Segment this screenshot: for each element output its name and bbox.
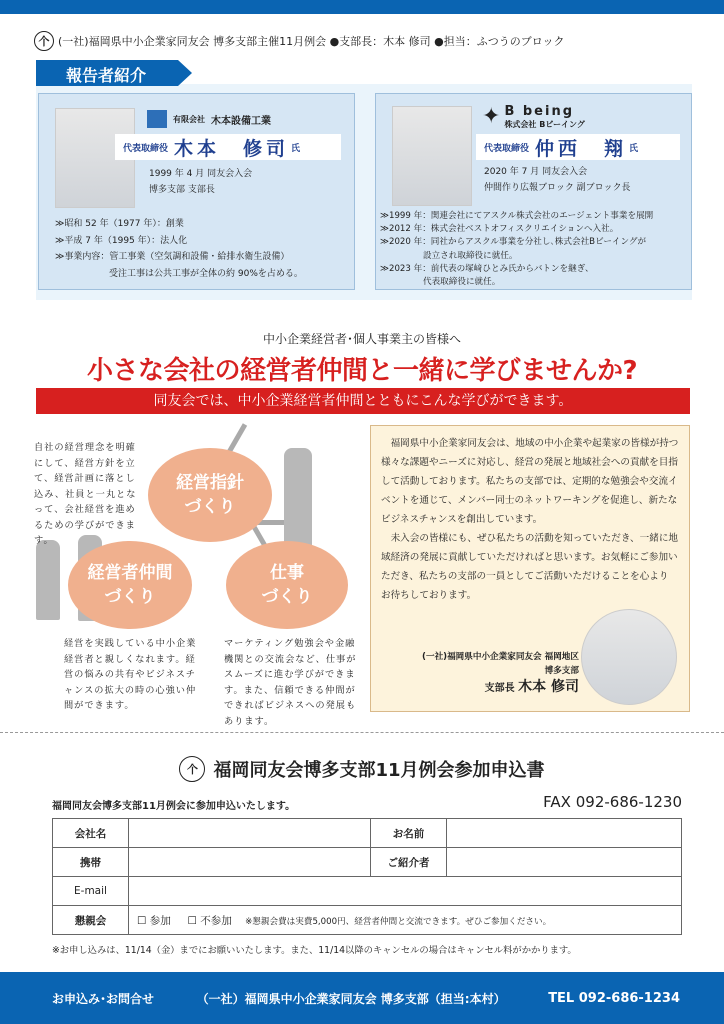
company-name: 株式会社 Bビーイング bbox=[504, 120, 585, 129]
company-type: 有限会社 bbox=[173, 114, 205, 124]
pillar-title: 経営者仲間 bbox=[87, 563, 173, 583]
pillar-peers bbox=[68, 541, 192, 629]
label-mobile: 携帯 bbox=[53, 848, 129, 877]
label-email: E-mail bbox=[53, 877, 129, 906]
speaker-title: 代表取締役 bbox=[484, 143, 530, 154]
signature bbox=[387, 650, 579, 696]
pillar-text: 自社の経営理念を明確にして、経営方針を立て、経営計画に落とし込み、社員と一丸となって、会社経営を進めるための学びができます。 bbox=[34, 442, 137, 546]
header bbox=[34, 31, 565, 51]
pillar-sub: づくり bbox=[184, 497, 236, 517]
appeal-subtitle: 中小企業経営者･個人事業主の皆様へ bbox=[262, 332, 461, 346]
history-item: ≫平成 7 年（1995 年）：法人化 bbox=[55, 235, 188, 246]
footer-tel: TEL 092-686-1234 bbox=[548, 990, 680, 1006]
message-box bbox=[370, 425, 690, 712]
history-item: ≫2020 年：同社からアスクル事業を分社し､株式会社Bビーイングが bbox=[380, 237, 647, 248]
company-line bbox=[147, 110, 271, 128]
opt-yes-label: 参加 bbox=[149, 914, 171, 927]
speaker-name: 木本 修司 bbox=[174, 137, 290, 160]
history-item: ≫2023 年：前代表の塚﨑ひとみ氏からバトンを継ぎ、 bbox=[380, 263, 594, 274]
history-item: ≫昭和 52 年（1977 年）：創業 bbox=[55, 219, 184, 229]
label-party: 懇親会 bbox=[53, 906, 129, 935]
company-logo-text: B being bbox=[504, 104, 575, 119]
honorific: 氏 bbox=[629, 143, 639, 154]
pillar-text: マーケティング勉強会や金融機関との交流会など、仕事がスムーズに進む学びができます。また、信頼できる仲間ができればビジネスへの発展もあります。 bbox=[224, 638, 357, 727]
footer bbox=[0, 972, 724, 1024]
appeal-banner: 同友会では、中小企業経営者仲間とともにこんな学びができます。 bbox=[36, 388, 690, 414]
pillar-sub: づくり bbox=[104, 587, 156, 607]
email-input[interactable] bbox=[129, 877, 682, 906]
history-item: 受注工事は公共工事が全体の約 90%を占める。 bbox=[55, 268, 303, 279]
history-item: 代表取締役に就任。 bbox=[380, 277, 501, 288]
section-tab: 報告者紹介 bbox=[36, 60, 178, 86]
speaker-title: 代表取締役 bbox=[123, 143, 169, 154]
pillar-title: 仕事 bbox=[270, 563, 304, 583]
joined: 2020 年 7 月 同友会入会 bbox=[484, 167, 588, 177]
history-item: ≫2012 年：株式会社ベストオフィスクリエイションへ入社。 bbox=[380, 224, 619, 235]
label-name: お名前 bbox=[371, 819, 447, 848]
sig-name: 木本 修司 bbox=[518, 679, 579, 695]
company-line bbox=[482, 104, 585, 130]
speaker-meta bbox=[149, 166, 252, 198]
speaker-card-kimoto bbox=[38, 93, 355, 290]
footer-label: お申込み･お問合せ bbox=[52, 991, 155, 1006]
footer-org: （一社）福岡県中小企業家同友会 博多支部（担当:本村） bbox=[196, 991, 506, 1006]
party-note: ※懇親会費は実費5,000円、経営者仲間と交流できます。ぜひご参加ください。 bbox=[245, 916, 552, 927]
history bbox=[55, 216, 303, 282]
party-options bbox=[129, 906, 682, 935]
speaker-card-nakanishi bbox=[375, 93, 692, 290]
name-input[interactable] bbox=[447, 819, 682, 848]
kimoto-logo-icon bbox=[147, 110, 167, 128]
opt-no-label: 不参加 bbox=[200, 914, 232, 927]
pillar-management-policy bbox=[148, 448, 272, 542]
top-bar bbox=[0, 0, 724, 14]
history-item: ≫1999 年：関連会社にてアスクル株式会社のエージェント事業を展開 bbox=[380, 211, 654, 221]
form-lead: 福岡同友会博多支部11月例会に参加申込いたします。 bbox=[52, 801, 296, 812]
bbeing-star-icon: ✦ bbox=[482, 104, 501, 129]
fax-number: FAX 092-686-1230 bbox=[543, 793, 682, 811]
history-item: 設立され取締役に就任。 bbox=[380, 250, 518, 261]
message-paragraph: 福岡県中小企業家同友会は、地域の中小企業や起業家の皆様が持つ様々な課題やニーズに対応し、経営の発展と地域社会への貢献を目指して活動しております。私たちの支部では、定期的な勉強会や交流イベントを通じて、メンバー同士のネットワーキングを促進し、新たなビジネスチャンスを創出しています。 bbox=[381, 438, 679, 525]
businessman-silhouette-icon bbox=[284, 448, 312, 548]
company-name: 木本設備工業 bbox=[211, 115, 271, 127]
mobile-input[interactable] bbox=[129, 848, 371, 877]
sig-org: (一社)福岡県中小企業家同友会 福岡地区 bbox=[422, 652, 579, 662]
speaker-meta bbox=[484, 164, 631, 196]
doyukai-logo-icon: 个 bbox=[34, 31, 54, 51]
referrer-input[interactable] bbox=[447, 848, 682, 877]
sig-title: 支部長 bbox=[484, 683, 515, 694]
name-bar bbox=[115, 134, 341, 160]
label-referrer: ご紹介者 bbox=[371, 848, 447, 877]
message-paragraph: お待ちしております。 bbox=[381, 590, 477, 601]
header-text: (一社)福岡県中小企業家同友会 博多支部主催11月例会 ●支部長：木本 修司 ●担当：ふつうのブロック bbox=[58, 35, 565, 48]
appeal-headline: 小さな会社の経営者仲間と一緒に学びませんか? bbox=[86, 356, 638, 386]
name-bar bbox=[476, 134, 680, 160]
role: 博多支部 支部長 bbox=[149, 185, 215, 195]
speaker-photo bbox=[392, 106, 472, 206]
doyukai-logo-icon: 个 bbox=[179, 756, 205, 782]
speaker-name: 仲西 翔 bbox=[535, 137, 628, 160]
party-yes-checkbox[interactable]: ☐ 参加 bbox=[137, 914, 171, 927]
branch-head-photo bbox=[581, 609, 677, 705]
label-company: 会社名 bbox=[53, 819, 129, 848]
businessman-silhouette-icon bbox=[36, 540, 60, 620]
form-title-text: 福岡同友会博多支部11月例会参加申込書 bbox=[213, 760, 545, 781]
pillar-sub: づくり bbox=[261, 587, 313, 607]
history-item: ≫事業内容：管工事業（空気調和設備・給排水衛生設備） bbox=[55, 252, 290, 262]
application-form bbox=[52, 818, 682, 935]
pillar-text: 経営を実践している中小企業経営者と親しくなれます。経営の悩みの共有やビジネスチャンスの拡大の時の心強い仲間ができます。 bbox=[64, 638, 197, 711]
cut-line bbox=[0, 732, 724, 733]
party-no-checkbox[interactable]: ☐ 不参加 bbox=[187, 914, 232, 927]
pillar-business bbox=[226, 541, 348, 629]
form-title bbox=[0, 756, 724, 782]
honorific: 氏 bbox=[291, 143, 301, 154]
pillar-title: 経営指針 bbox=[176, 473, 244, 493]
form-note: ※お申し込みは、11/14（金）までにお願いいたします。また、11/14以降のキャンセルの場合はキャンセル料がかかります。 bbox=[52, 945, 577, 956]
sig-branch: 博多支部 bbox=[544, 666, 579, 676]
history bbox=[380, 210, 653, 289]
message-paragraph: 未入会の皆様にも、ぜひ私たちの活動を知っていただき、一緒に地域経済の発展に貢献していただければと思います。お気軽にご参加いただき、私たちの支部の一員としてご活動いただけることを心より bbox=[381, 533, 679, 582]
company-input[interactable] bbox=[129, 819, 371, 848]
joined: 1999 年 4 月 同友会入会 bbox=[149, 169, 253, 179]
role: 仲間作り広報ブロック 副ブロック長 bbox=[484, 183, 631, 193]
